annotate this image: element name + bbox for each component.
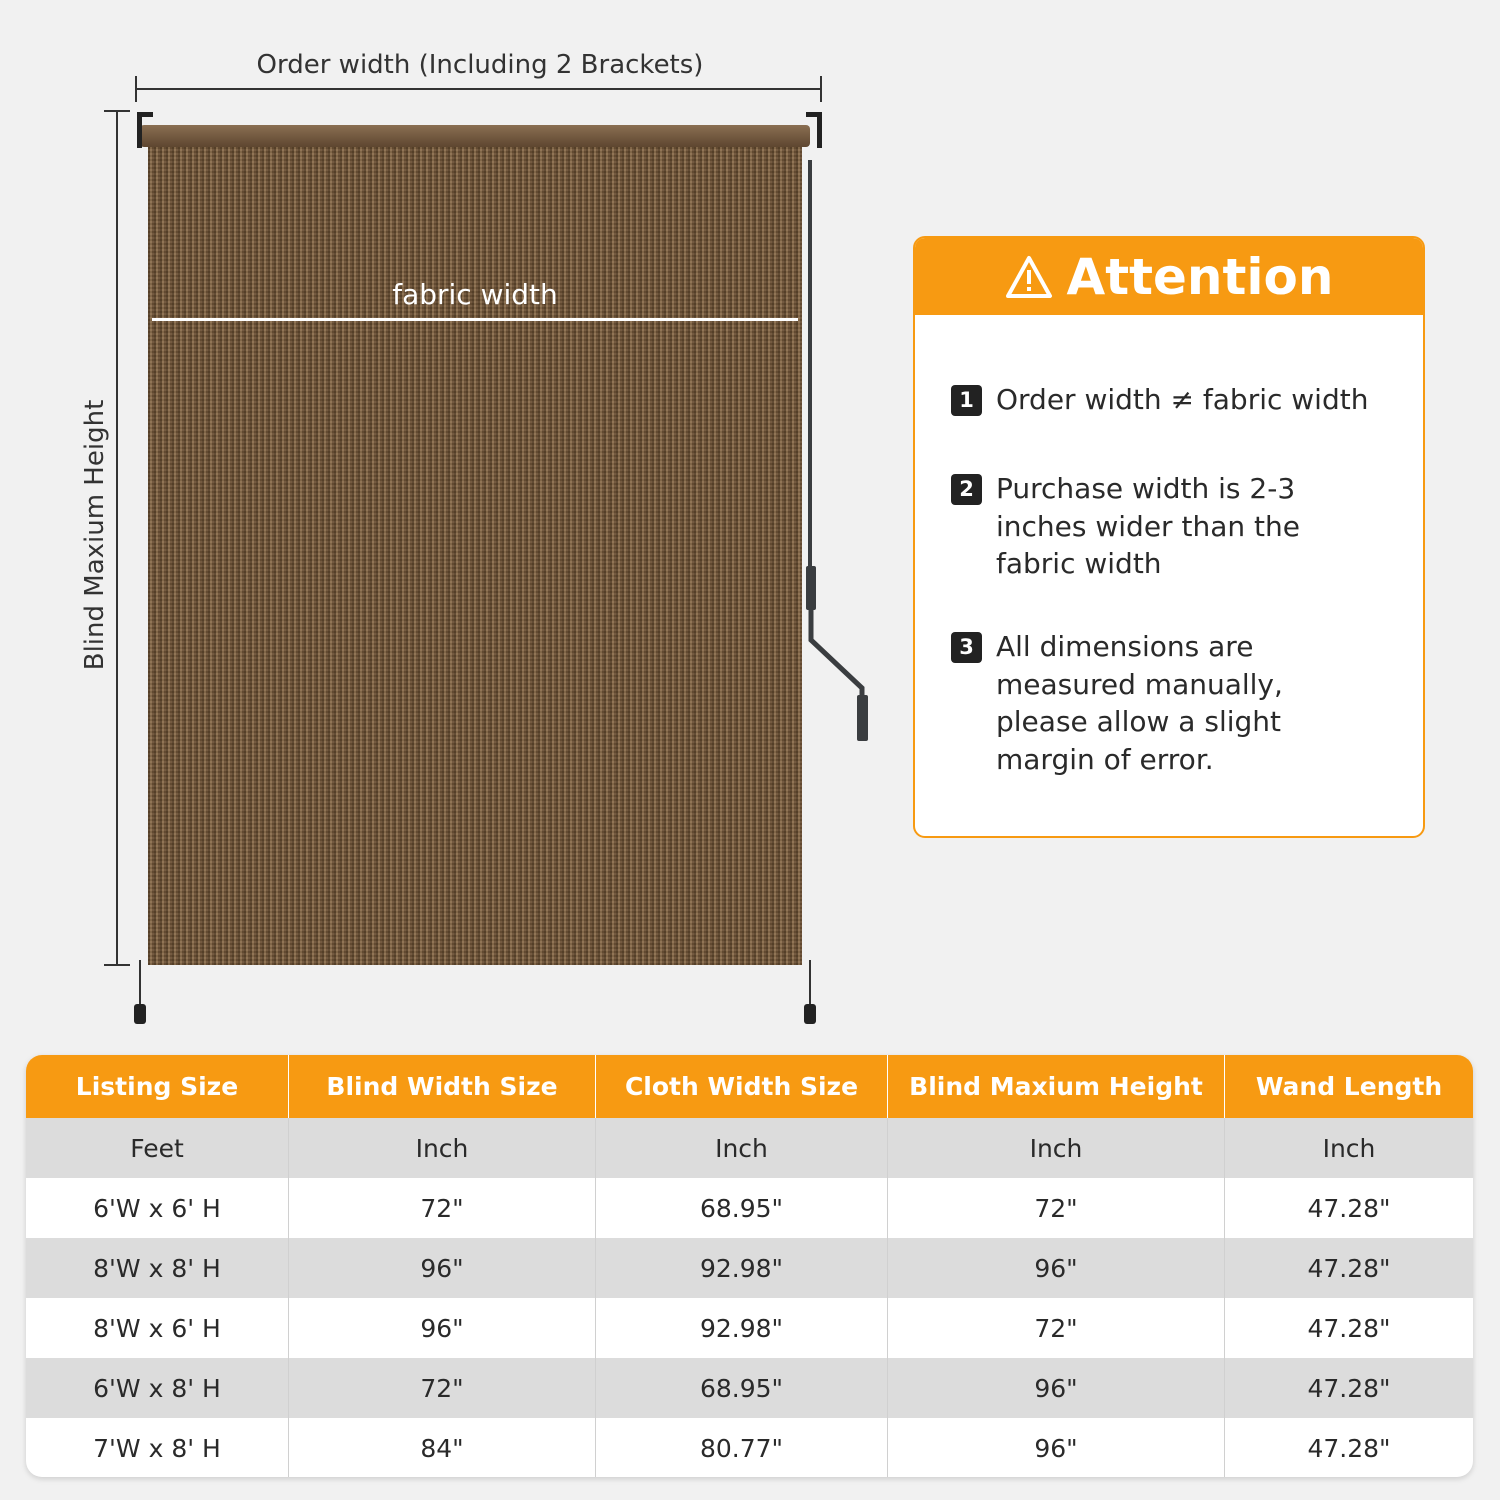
table-cell: 72" [289,1358,596,1418]
warning-triangle-icon [1005,255,1053,299]
attention-text: Order width ≠ fabric width [996,383,1369,416]
table-cell: 96" [888,1358,1225,1418]
height-label: Blind Maxium Height [80,399,110,671]
table-cell: 96" [289,1238,596,1298]
left-bracket-icon [137,112,153,148]
table-row [26,1358,1473,1418]
table-cell: 72" [289,1178,596,1238]
table-cell: 96" [888,1418,1225,1477]
table-cell: 47.28" [1307,1433,1391,1463]
dimension-tick [820,76,822,102]
table-row [26,1298,1473,1358]
right-tie-down-icon [800,960,820,1030]
number-badge: 2 [951,474,982,505]
unit-cell: Inch [1322,1133,1376,1163]
unit-cell: Inch [888,1118,1225,1178]
table-cell: 7'W x 8' H [26,1418,289,1477]
attention-item [951,470,1311,583]
table-cell: 6'W x 8' H [26,1358,289,1418]
table-row [26,1178,1473,1238]
table-cell: 72" [888,1298,1225,1358]
attention-title: Attention [1066,247,1334,306]
attention-text: All dimensions are measured manually, please allow a slight margin of error. [996,630,1283,776]
number-badge: 3 [951,632,982,663]
attention-header [915,238,1423,315]
table-cell: 92.98" [596,1238,888,1298]
table-cell: 6'W x 6' H [26,1178,289,1238]
table-cell: 68.95" [596,1178,888,1238]
table-cell: 47.28" [1307,1373,1391,1403]
right-bracket-icon [806,112,822,148]
table-cell: 96" [888,1238,1225,1298]
roller-tube [140,125,810,147]
table-cell: 92.98" [596,1298,888,1358]
attention-text: Purchase width is 2-3 inches wider than the fabric width [996,472,1300,580]
table-cell: 96" [289,1298,596,1358]
table-header-row [26,1055,1473,1118]
size-table [26,1055,1473,1477]
number-badge: 1 [951,385,982,416]
fabric-width-dimension-line [152,318,798,321]
column-header: Listing Size [26,1055,289,1118]
unit-cell: Inch [289,1118,596,1178]
crank-wand [808,160,812,570]
units-row [26,1118,1473,1178]
table-cell: 8'W x 6' H [26,1298,289,1358]
table-cell: 72" [888,1178,1225,1238]
column-header: Cloth Width Size [596,1055,888,1118]
height-dimension-line [116,112,118,964]
column-header: Wand Length [1255,1072,1443,1101]
table-cell: 47.28" [1307,1193,1391,1223]
column-header: Blind Width Size [289,1055,596,1118]
table-cell: 84" [289,1418,596,1477]
order-width-label: Order width (Including 2 Brackets) [256,50,704,80]
table-cell: 68.95" [596,1358,888,1418]
unit-cell: Inch [596,1118,888,1178]
table-row [26,1418,1473,1477]
table-row [26,1238,1473,1298]
order-width-dimension-line [137,88,821,90]
table-cell: 8'W x 8' H [26,1238,289,1298]
roller-blind-fabric [148,125,802,965]
dimension-tick [104,964,130,966]
attention-item [951,628,1331,778]
table-cell: 47.28" [1307,1313,1391,1343]
column-header: Blind Maxium Height [888,1055,1225,1118]
table-cell: 47.28" [1307,1253,1391,1283]
attention-panel [913,236,1425,838]
unit-cell: Feet [26,1118,289,1178]
left-tie-down-icon [130,960,150,1030]
dimension-tick [135,76,137,102]
fabric-width-label: fabric width [392,278,558,311]
attention-item [951,381,1411,419]
crank-handle-icon [790,560,880,750]
table-cell: 80.77" [596,1418,888,1477]
